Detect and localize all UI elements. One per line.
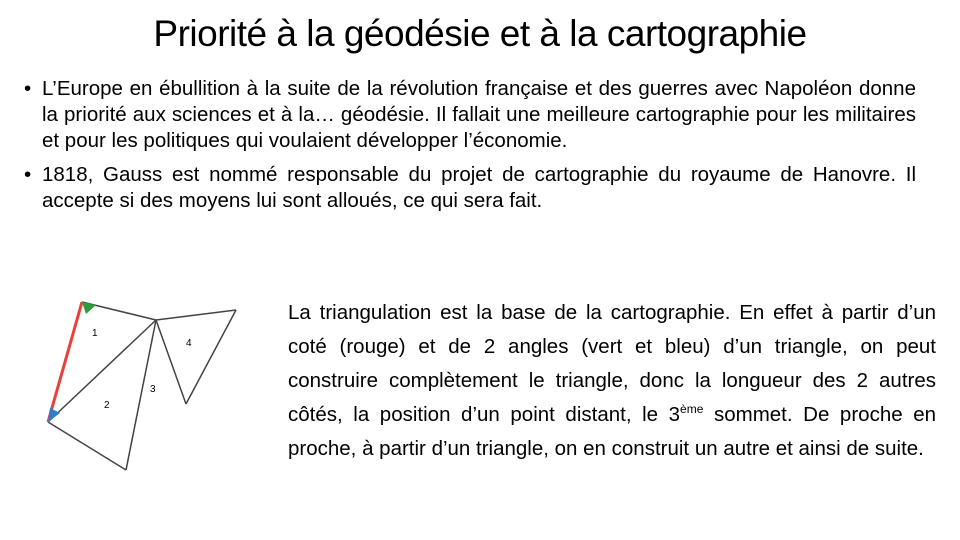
angle-marker-blue: [48, 408, 60, 422]
ordinal-superscript: ème: [680, 402, 704, 416]
edge-line: [156, 320, 186, 404]
bullet-marker: •: [24, 163, 32, 186]
edge-line: [156, 310, 236, 320]
slide-title: Priorité à la géodésie et à la cartographie: [153, 13, 807, 54]
bullet-item: [24, 76, 916, 154]
bullet-marker: •: [24, 77, 32, 100]
edge-line: [48, 320, 156, 422]
triangulation-paragraph: [288, 296, 936, 466]
edge-line: [48, 422, 126, 470]
triangle-label: 4: [186, 338, 192, 349]
paragraph-text-end: sommet. De proche en proche, à partir d’un triangle, on en construit un autre et ainsi de suite.: [288, 403, 936, 460]
bullet-list: [24, 76, 916, 222]
paragraph-text: La triangulation est la base de la cartographie. En effet à partir d’un coté (rouge) et de 2 angles (vert et bleu) d’un triangle, on peut construire complètement le triangle, donc la longueur des 2 autres côtés, la position d’un point distant, le 3: [288, 301, 936, 426]
known-side-red: [48, 302, 82, 422]
bullet-item: [24, 162, 916, 214]
triangle-label: 2: [104, 400, 110, 411]
triangle-label: 1: [92, 328, 98, 339]
triangulation-diagram: [36, 292, 276, 482]
triangle-label: 3: [150, 384, 156, 395]
bullet-text: 1818, Gauss est nommé responsable du projet de cartographie du royaume de Hanovre. Il accepte si des moyens lui sont alloués, ce qui sera fait.: [42, 163, 916, 212]
bullet-text: L’Europe en ébullition à la suite de la révolution française et des guerres avec Napoléon donne la priorité aux sciences et à la… géodésie. Il fallait une meilleure cartographie pour les militaires et pour les politiques qui voulaient développer l’économie.: [42, 77, 916, 152]
angle-marker-green: [82, 302, 96, 314]
edge-line: [186, 310, 236, 404]
edge-line: [126, 320, 156, 470]
